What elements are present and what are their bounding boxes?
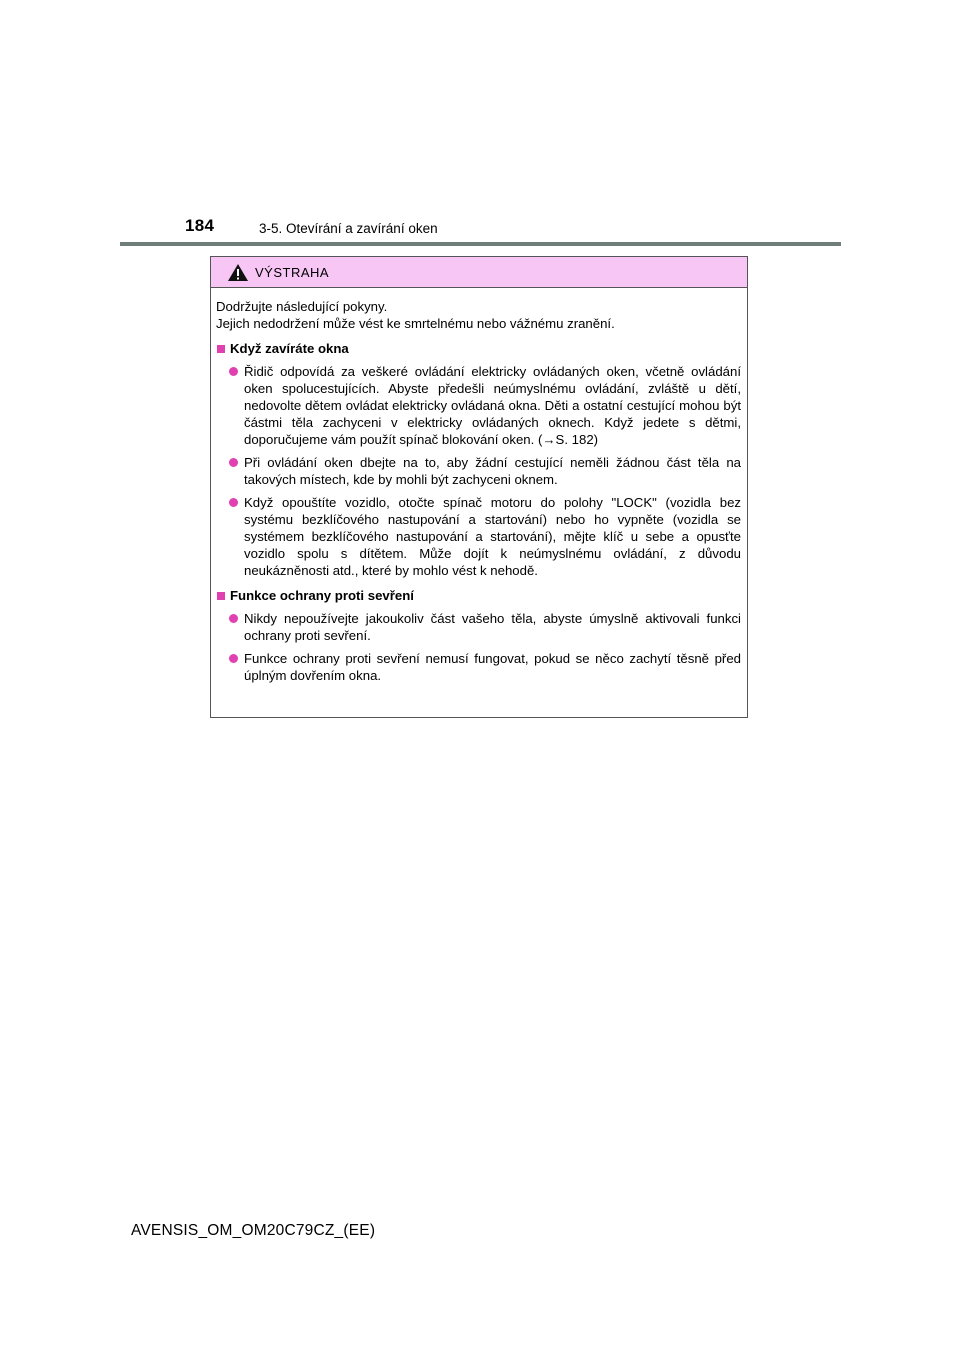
square-bullet-icon <box>217 345 225 353</box>
list-item <box>216 650 741 684</box>
section-heading-text: Když zavíráte okna <box>230 341 349 356</box>
section-heading <box>216 587 741 604</box>
list-item-text: Řidič odpovídá za veškeré ovládání elektricky ovládaných oken, včetně ovládání oken spolucestujících. Abyste předešli neúmyslnému ovládání, zvláště u dětí, nedovolte dětem ovládat elektricky ovládaná okna. Děti a ostatní cestující mohou být částmi těla zachyceni v elektricky ovládaných oknech. Když jedete s dětmi, doporučujeme vám použít spínač blokování oken. (→S. 182) <box>244 364 741 447</box>
section-heading-text: Funkce ochrany proti sevření <box>230 588 414 603</box>
warning-intro <box>216 298 741 332</box>
intro-line: Dodržujte následující pokyny. <box>216 299 388 314</box>
list-item <box>216 494 741 579</box>
circle-bullet-icon <box>229 498 238 507</box>
warning-title: VÝSTRAHA <box>255 264 330 280</box>
list-item <box>216 454 741 488</box>
list-item <box>216 610 741 644</box>
header-rule <box>120 242 841 246</box>
section-heading <box>216 340 741 357</box>
list-item-text: Nikdy nepoužívejte jakoukoliv část vašeho těla, abyste úmyslně aktivovali funkci ochrany proti sevření. <box>244 611 741 643</box>
section-title: 3-5. Otevírání a zavírání oken <box>259 221 438 236</box>
circle-bullet-icon <box>229 614 238 623</box>
square-bullet-icon <box>217 592 225 600</box>
section-closing-windows <box>216 340 741 579</box>
warning-triangle-icon <box>227 263 249 282</box>
intro-line: Jejich nedodržení může vést ke smrtelnému nebo vážnému zranění. <box>216 316 615 331</box>
footer-doc-code: AVENSIS_OM_OM20C79CZ_(EE) <box>131 1222 376 1239</box>
list-item-text: Když opouštíte vozidlo, otočte spínač motoru do polohy "LOCK" (vozidla bez systému bezklíčového nastupování a startování) nebo ho vypněte (vozidla se systémem bezklíčového nastupování a startování), mějte klíč u sebe a opusťte vozidlo spolu s dítětem. Může dojít k neúmyslnému ovládání, z důvodu neukázněnosti atd., které by mohlo vést k nehodě. <box>244 495 741 578</box>
list-item-text: Funkce ochrany proti sevření nemusí fungovat, pokud se něco zachytí těsně před úplným dovřením okna. <box>244 651 741 683</box>
warning-header <box>211 257 747 288</box>
circle-bullet-icon <box>229 654 238 663</box>
section-jam-protection <box>216 587 741 684</box>
list-item <box>216 363 741 448</box>
page-number: 184 <box>185 216 215 235</box>
warning-box <box>210 256 748 718</box>
circle-bullet-icon <box>229 367 238 376</box>
warning-body <box>211 288 747 684</box>
list-item-text: Při ovládání oken dbejte na to, aby žádní cestující neměli žádnou část těla na takových místech, kde by mohli být zachyceni oknem. <box>244 455 741 487</box>
circle-bullet-icon <box>229 458 238 467</box>
